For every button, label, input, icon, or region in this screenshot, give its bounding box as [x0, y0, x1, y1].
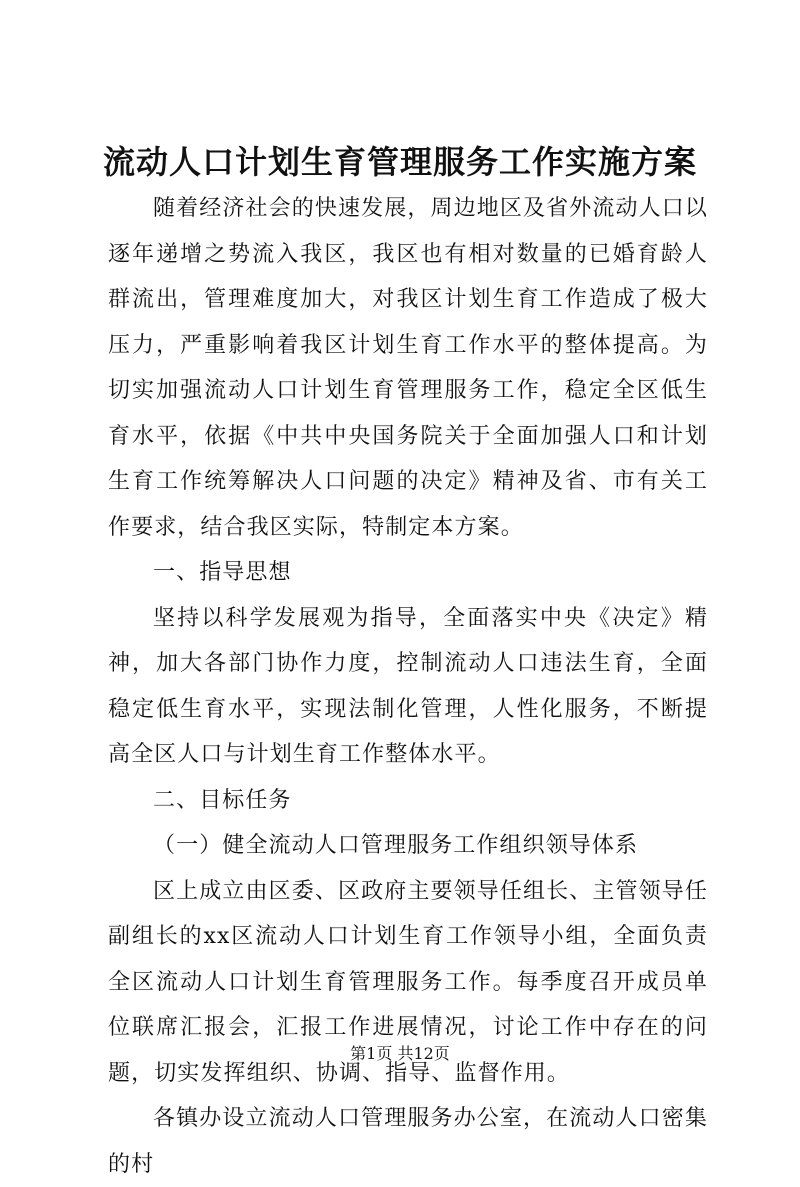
page-footer: 第1页 共12页	[350, 1044, 450, 1063]
subsection-heading-organization: （一）健全流动人口管理服务工作组织领导体系	[153, 833, 639, 858]
section-heading-objectives: 二、目标任务	[153, 787, 292, 813]
document-title: 流动人口计划生育管理服务工作实施方案	[102, 143, 697, 181]
organization-paragraph: 区上成立由区委、区政府主要领导任组长、主管领导任副组长的xx区流动人口计划生育工作领导小组，全面负责全区流动人口计划生育管理服务工作。每季度召开成员单位联席汇报会，汇报工作进展情况，讨论工作中存在的问题，切实发挥组织、协调、指导、监督作用。	[108, 878, 708, 1086]
intro-paragraph: 随着经济社会的快速发展，周边地区及省外流动人口以逐年递增之势流入我区，我区也有相对数量的已婚育龄人群流出，管理难度加大，对我区计划生育工作造成了极大压力，严重影响着我区计划生育工作水平的整体提高。为切实加强流动人口计划生育管理服务工作，稳定全区低生育水平，依据《中共中央国务院关于全面加强人口和计划生育工作统筹解决人口问题的决定》精神及省、市有关工作要求，结合我区实际，特制定本方案。	[108, 196, 708, 540]
section-heading-guiding-ideology: 一、指导思想	[153, 560, 292, 585]
town-office-paragraph: 各镇办设立流动人口管理服务办公室，在流动人口密集的村	[108, 1106, 708, 1177]
document-body	[108, 186, 708, 1187]
guiding-ideology-paragraph: 坚持以科学发展观为指导，全面落实中央《决定》精神，加大各部门协作力度，控制流动人口违法生育，全面稳定低生育水平，实现法制化管理，人性化服务，不断提高全区人口与计划生育工作整体水平。	[108, 605, 708, 767]
